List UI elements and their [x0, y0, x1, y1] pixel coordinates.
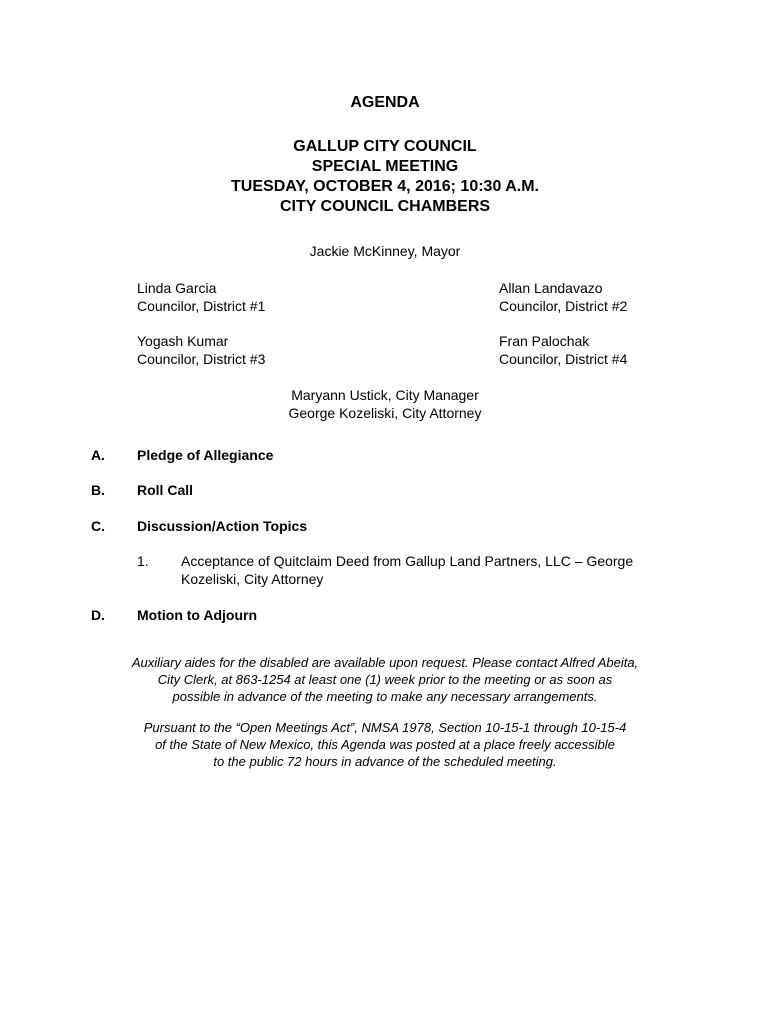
- document-title: AGENDA: [350, 94, 420, 111]
- sub-item-number: 1.: [137, 553, 149, 569]
- councilor-name: Fran Palochak: [499, 333, 590, 349]
- heading-council: GALLUP CITY COUNCIL: [293, 138, 477, 155]
- open-meetings-notice-line1: Pursuant to the “Open Meetings Act”, NMSA 1978, Section 10-15-1 through 10-15-4: [143, 720, 627, 735]
- open-meetings-notice-line2: of the State of New Mexico, this Agenda was posted at a place freely accessible: [155, 737, 615, 752]
- councilor-role: Councilor, District #2: [499, 298, 628, 314]
- agenda-item-letter: B.: [91, 482, 105, 498]
- city-manager-line: Maryann Ustick, City Manager: [291, 387, 479, 403]
- city-attorney-line: George Kozeliski, City Attorney: [288, 405, 482, 421]
- heading-meeting-type: SPECIAL MEETING: [311, 158, 459, 175]
- open-meetings-notice-line3: to the public 72 hours in advance of the scheduled meeting.: [213, 754, 557, 769]
- councilor-role: Councilor, District #4: [499, 351, 628, 367]
- accessibility-notice-line1: Auxiliary aides for the disabled are available upon request. Please contact Alfred Abeita,: [131, 655, 639, 670]
- agenda-item-label: Pledge of Allegiance: [137, 447, 274, 463]
- mayor-line: Jackie McKinney, Mayor: [309, 243, 461, 259]
- councilor-name: Allan Landavazo: [499, 280, 603, 296]
- agenda-item-letter: D.: [91, 607, 105, 623]
- councilor-role: Councilor, District #3: [137, 351, 266, 367]
- heading-location: CITY COUNCIL CHAMBERS: [279, 198, 491, 215]
- accessibility-notice-line3: possible in advance of the meeting to make any necessary arrangements.: [172, 689, 598, 704]
- accessibility-notice-line2: City Clerk, at 863-1254 at least one (1) week prior to the meeting or as soon as: [157, 672, 613, 687]
- sub-item-text-line1: Acceptance of Quitclaim Deed from Gallup Land Partners, LLC – George: [181, 553, 634, 569]
- heading-date-time: TUESDAY, OCTOBER 4, 2016; 10:30 A.M.: [231, 178, 539, 195]
- councilor-name: Linda Garcia: [137, 280, 217, 296]
- agenda-item-label: Motion to Adjourn: [137, 607, 257, 623]
- agenda-item-label: Discussion/Action Topics: [137, 518, 308, 534]
- agenda-item-letter: C.: [91, 518, 105, 534]
- councilor-name: Yogash Kumar: [137, 333, 229, 349]
- sub-item-text-line2: Kozeliski, City Attorney: [181, 571, 324, 587]
- councilor-role: Councilor, District #1: [137, 298, 266, 314]
- agenda-item-letter: A.: [91, 447, 105, 463]
- agenda-item-label: Roll Call: [137, 482, 194, 498]
